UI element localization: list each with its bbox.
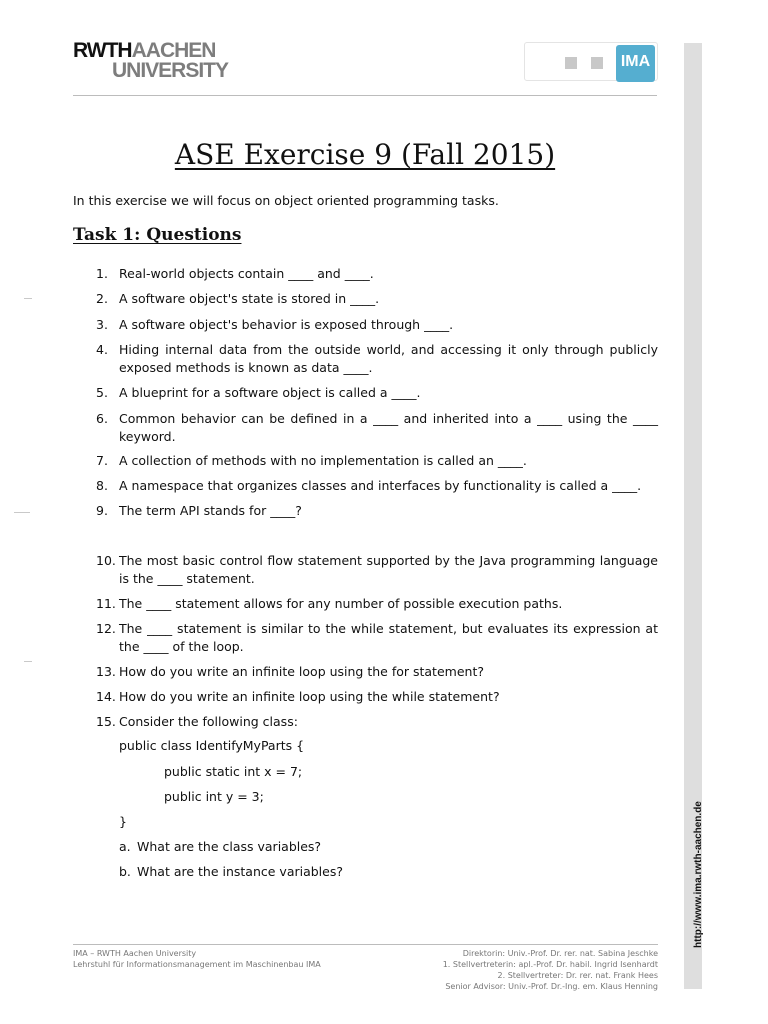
footer-right-line: Direktorin: Univ.-Prof. Dr. rer. nat. Sabina Jeschke bbox=[462, 949, 658, 958]
question-number: 8. bbox=[96, 478, 108, 493]
question-text: The ____ statement is similar to the while statement, but evaluates its expression at the ____ of the loop. bbox=[119, 621, 658, 654]
rwth-logo bbox=[73, 39, 229, 82]
question-number: 6. bbox=[96, 411, 108, 426]
question-text: A software object's behavior is exposed through ____. bbox=[119, 317, 454, 332]
question-text: How do you write an infinite loop using the for statement? bbox=[119, 664, 484, 679]
list-item bbox=[96, 552, 658, 587]
list-item bbox=[96, 341, 658, 376]
footer-divider bbox=[73, 944, 658, 945]
code-line: } bbox=[119, 814, 127, 829]
ima-logo-text: IMA bbox=[616, 45, 655, 82]
logo-square-1 bbox=[565, 57, 577, 69]
question-text: A collection of methods with no implementation is called an ____. bbox=[119, 453, 527, 468]
list-item bbox=[96, 663, 658, 681]
subquestion-item bbox=[119, 864, 343, 879]
page-title: ASE Exercise 9 (Fall 2015) bbox=[174, 138, 556, 171]
question-text: A software object's state is stored in ____. bbox=[119, 291, 380, 306]
margin-tick bbox=[24, 298, 32, 299]
question-number: 5. bbox=[96, 385, 108, 400]
question-text: The ____ statement allows for any number of possible execution paths. bbox=[119, 596, 563, 611]
logo-university-text: UNIVERSITY bbox=[112, 59, 229, 82]
list-item bbox=[96, 477, 658, 495]
subquestion-text: What are the instance variables? bbox=[137, 864, 343, 879]
logo-rwth-text: RWTH bbox=[73, 39, 132, 62]
question-number: 3. bbox=[96, 317, 108, 332]
question-number: 4. bbox=[96, 342, 108, 357]
footer-right bbox=[380, 948, 658, 992]
code-line: public int y = 3; bbox=[164, 789, 264, 804]
list-item bbox=[96, 316, 658, 334]
question-text: Common behavior can be defined in a ____ and inherited into a ____ using the ____ keyword. bbox=[119, 411, 658, 444]
question-text: Consider the following class: bbox=[119, 714, 298, 729]
margin-tick bbox=[14, 512, 30, 513]
logo-square-2 bbox=[591, 57, 603, 69]
list-item bbox=[96, 688, 658, 706]
question-text: The most basic control flow statement supported by the Java programming language is the ____ statement. bbox=[119, 553, 658, 586]
question-text: Real-world objects contain ____ and ____. bbox=[119, 266, 374, 281]
header-divider bbox=[73, 95, 657, 96]
question-number: 15. bbox=[96, 714, 116, 729]
list-item bbox=[96, 452, 658, 470]
footer-right-line: 1. Stellvertreterin: apl.-Prof. Dr. habil. Ingrid Isenhardt bbox=[442, 960, 658, 969]
code-line: public static int x = 7; bbox=[164, 764, 303, 779]
footer-left-line: Lehrstuhl für Informationsmanagement im Maschinenbau IMA bbox=[73, 960, 321, 969]
question-number: 10. bbox=[96, 553, 116, 568]
question-text: The term API stands for ____? bbox=[119, 503, 302, 518]
list-item bbox=[96, 410, 658, 445]
question-number: 11. bbox=[96, 596, 116, 611]
footer-right-line: 2. Stellvertreter: Dr. rer. nat. Frank Hees bbox=[497, 971, 658, 980]
code-line: public class IdentifyMyParts { bbox=[119, 738, 305, 753]
question-number: 12. bbox=[96, 621, 116, 636]
margin-tick bbox=[24, 661, 32, 662]
question-number: 13. bbox=[96, 664, 116, 679]
question-number: 7. bbox=[96, 453, 108, 468]
ima-logo bbox=[524, 42, 658, 81]
footer-left bbox=[73, 948, 321, 970]
question-text: Hiding internal data from the outside world, and accessing it only through publicly exposed methods is known as data ____. bbox=[119, 342, 658, 375]
list-item bbox=[96, 502, 658, 520]
list-item bbox=[96, 595, 658, 613]
question-text: A blueprint for a software object is called a ____. bbox=[119, 385, 421, 400]
footer-right-line: Senior Advisor: Univ.-Prof. Dr.-Ing. em. Klaus Henning bbox=[445, 982, 658, 991]
footer-left-line: IMA – RWTH Aachen University bbox=[73, 949, 197, 958]
subquestion-letter: a. bbox=[119, 839, 131, 854]
list-item bbox=[96, 620, 658, 655]
list-item bbox=[96, 713, 658, 731]
subquestion-text: What are the class variables? bbox=[137, 839, 322, 854]
intro-text: In this exercise we will focus on object oriented programming tasks. bbox=[73, 193, 499, 208]
question-number: 2. bbox=[96, 291, 108, 306]
subquestion-letter: b. bbox=[119, 864, 131, 879]
question-number: 14. bbox=[96, 689, 116, 704]
question-text: How do you write an infinite loop using the while statement? bbox=[119, 689, 500, 704]
task-heading: Task 1: Questions bbox=[73, 225, 242, 245]
list-item bbox=[96, 290, 658, 308]
question-text: A namespace that organizes classes and interfaces by functionality is called a ____. bbox=[119, 478, 642, 493]
list-item bbox=[96, 265, 658, 283]
question-number: 1. bbox=[96, 266, 108, 281]
list-item bbox=[96, 384, 658, 402]
subquestion-item bbox=[119, 839, 321, 854]
logo-aachen-text: AACHEN bbox=[131, 39, 216, 62]
sidebar-url: http://www.ima.rwth-aachen.de bbox=[693, 801, 704, 948]
question-number: 9. bbox=[96, 503, 108, 518]
